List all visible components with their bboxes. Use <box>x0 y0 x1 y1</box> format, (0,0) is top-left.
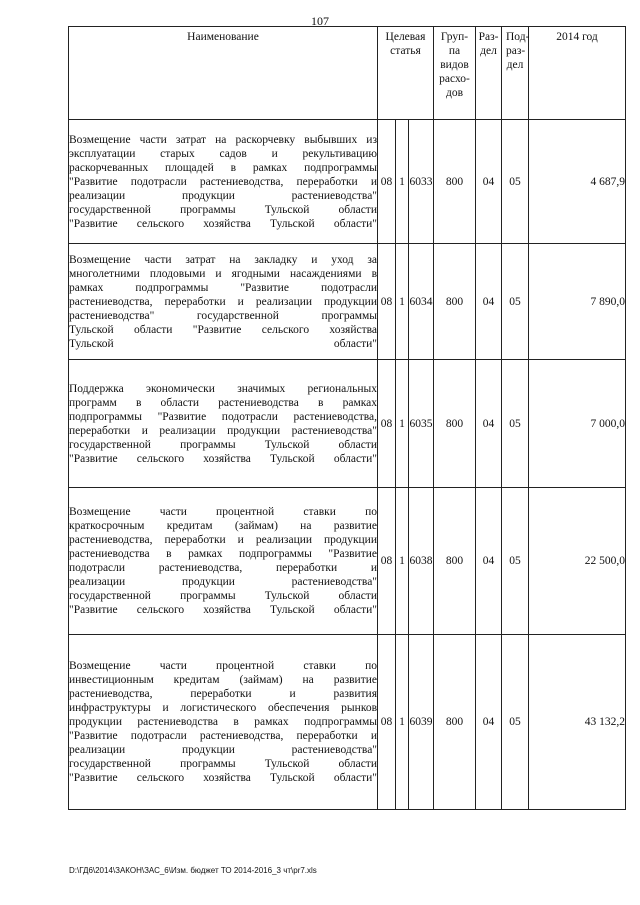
code-direction-cell: 6033 <box>409 120 434 244</box>
row-name-line: Возмещение части процентной ставки по <box>69 506 377 518</box>
row-name-line: подпрограммы "Развитие подотрасли растениеводства, <box>69 410 377 423</box>
table-row <box>69 488 626 635</box>
row-name-line: продукции растениеводства в рамках подпрограммы <box>69 716 377 728</box>
row-name-line: Тульской области "Развитие сельского хозяйства <box>69 323 377 336</box>
section-cell: 04 <box>476 488 502 635</box>
page-number: 107 <box>311 14 329 28</box>
subsection-cell: 05 <box>502 635 529 810</box>
row-name-line: инвестиционным кредитам (займам) на развитие <box>69 674 377 686</box>
row-name-line: многолетними плодовыми и ягодными насаждениями в <box>69 267 377 280</box>
row-name <box>69 635 378 810</box>
code-program-cell: 08 <box>378 244 396 360</box>
code-program-cell: 08 <box>378 635 396 810</box>
row-name-line: реализации продукции растениеводства" <box>69 576 377 588</box>
header-target-item: Целевая статья <box>378 27 434 120</box>
subsection-cell: 05 <box>502 244 529 360</box>
row-name-line: государственной программы Тульской области <box>69 590 377 602</box>
row-name-line: программ в области растениеводства в рамках <box>69 396 377 409</box>
row-name-line: рамках подпрограммы "Развитие подотрасли <box>69 281 377 294</box>
row-name-line: инфраструктуры и логистического обеспечения рынков <box>69 702 377 714</box>
expense-group-cell: 800 <box>434 120 476 244</box>
amount-cell: 22 500,0 <box>529 488 626 635</box>
row-name-line: эксплуатации старых садов и рекультивацию <box>69 147 377 160</box>
row-name-line: растениеводства, переработки и реализации продукции <box>69 295 377 308</box>
row-name-line: государственной программы Тульской области <box>69 203 377 216</box>
row-name-line: "Развитие сельского хозяйства Тульской области" <box>69 217 377 230</box>
subsection-cell: 05 <box>502 360 529 488</box>
row-name <box>69 360 378 488</box>
file-path-footer: D:\ГД6\2014\ЗАКОН\ЗАС_6\Изм. бюджет ТО 2014-2016_3 чт\pr7.xls <box>69 866 317 875</box>
expense-group-cell: 800 <box>434 244 476 360</box>
row-name-line: краткосрочным кредитам (займам) на развитие <box>69 520 377 532</box>
row-name-line: Возмещение части затрат на раскорчевку выбывших из <box>69 133 377 146</box>
row-name-line: "Развитие сельского хозяйства Тульской области" <box>69 772 377 784</box>
row-name-line: Возмещение части затрат на закладку и уход за <box>69 253 377 266</box>
section-cell: 04 <box>476 244 502 360</box>
row-name-line: государственной программы Тульской области <box>69 758 377 770</box>
row-name-line: переработки и реализации продукции растениеводства" <box>69 424 377 437</box>
subsection-cell: 05 <box>502 120 529 244</box>
row-name-line: реализации продукции растениеводства" <box>69 189 377 202</box>
row-name-line: "Развитие подотрасли растениеводства, переработки и <box>69 730 377 742</box>
amount-cell: 4 687,9 <box>529 120 626 244</box>
row-name-line: растениеводства" государственной программы <box>69 309 377 322</box>
row-name-line: растениеводства, переработки и развития <box>69 688 377 700</box>
expense-group-cell: 800 <box>434 635 476 810</box>
table-row <box>69 360 626 488</box>
row-name-line: Поддержка экономически значимых региональных <box>69 382 377 395</box>
table-row <box>69 120 626 244</box>
table-row <box>69 635 626 810</box>
table-header-row <box>69 27 626 120</box>
code-program-cell: 08 <box>378 120 396 244</box>
amount-cell: 7 890,0 <box>529 244 626 360</box>
row-name-line: "Развитие сельского хозяйства Тульской области" <box>69 452 377 465</box>
table-row <box>69 244 626 360</box>
row-name-line: подотрасли растениеводства, переработки и <box>69 562 377 574</box>
row-name-line: раскорчеванных площадей в рамках подпрограммы <box>69 161 377 174</box>
code-program-cell: 08 <box>378 488 396 635</box>
code-direction-cell: 6038 <box>409 488 434 635</box>
header-group: Груп-па видов расхо-дов <box>434 27 476 120</box>
amount-cell: 43 132,2 <box>529 635 626 810</box>
row-name-line: "Развитие сельского хозяйства Тульской области" <box>69 604 377 616</box>
section-cell: 04 <box>476 360 502 488</box>
code-direction-cell: 6034 <box>409 244 434 360</box>
row-name <box>69 244 378 360</box>
row-name-line: растениеводства в рамках подпрограммы "Развитие <box>69 548 377 560</box>
code-direction-cell: 6039 <box>409 635 434 810</box>
row-name <box>69 488 378 635</box>
row-name-line: реализации продукции растениеводства" <box>69 744 377 756</box>
row-name-line: государственной программы Тульской области <box>69 438 377 451</box>
code-direction-cell: 6035 <box>409 360 434 488</box>
code-subprogram-cell: 1 <box>396 244 409 360</box>
budget-table <box>68 26 626 810</box>
header-section: Раз-дел <box>476 27 502 120</box>
code-subprogram-cell: 1 <box>396 360 409 488</box>
row-name-line: Тульской области" <box>69 337 377 350</box>
header-subsection: Под-раз-дел <box>502 27 529 120</box>
section-cell: 04 <box>476 635 502 810</box>
amount-cell: 7 000,0 <box>529 360 626 488</box>
code-subprogram-cell: 1 <box>396 120 409 244</box>
expense-group-cell: 800 <box>434 488 476 635</box>
row-name-line: Возмещение части процентной ставки по <box>69 660 377 672</box>
code-subprogram-cell: 1 <box>396 488 409 635</box>
header-year: 2014 год <box>529 27 626 120</box>
code-subprogram-cell: 1 <box>396 635 409 810</box>
row-name-line: растениеводства, переработки и реализации продукции <box>69 534 377 546</box>
header-name: Наименование <box>69 27 378 120</box>
row-name <box>69 120 378 244</box>
code-program-cell: 08 <box>378 360 396 488</box>
expense-group-cell: 800 <box>434 360 476 488</box>
section-cell: 04 <box>476 120 502 244</box>
subsection-cell: 05 <box>502 488 529 635</box>
row-name-line: "Развитие подотрасли растениеводства, переработки и <box>69 175 377 188</box>
